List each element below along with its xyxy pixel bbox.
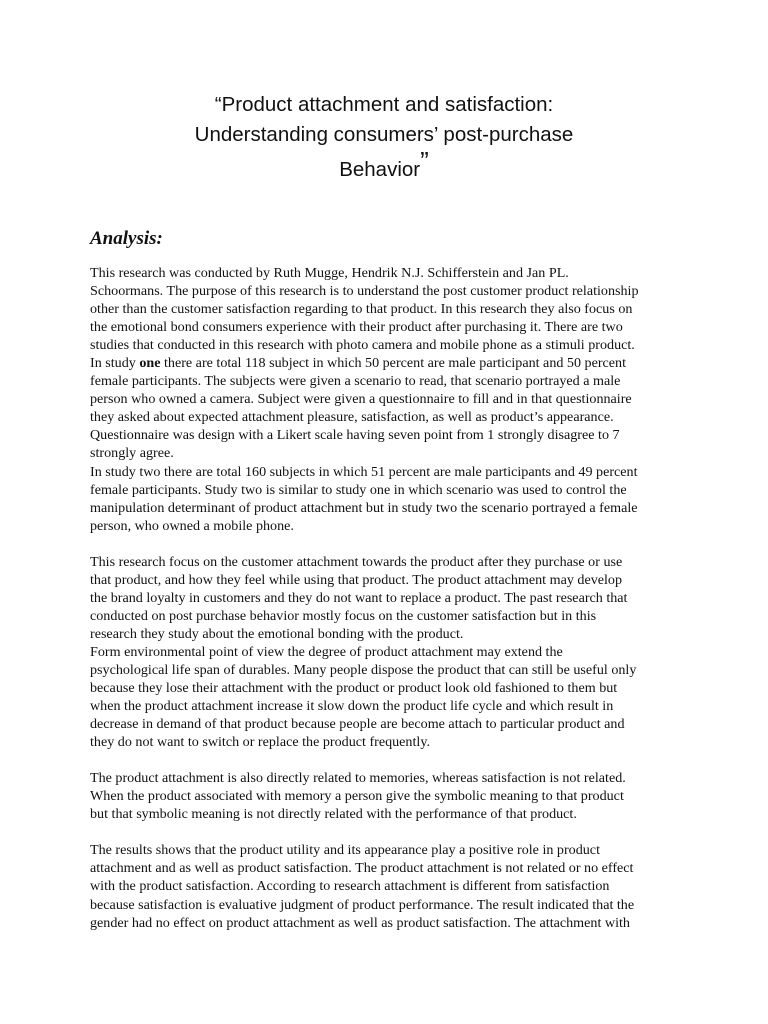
text-line: but that symbolic meaning is not directly related with the performance of that product. [90, 806, 577, 823]
text-line: Form environmental point of view the degree of product attachment may extend the [90, 643, 563, 660]
paragraph-4 [90, 643, 690, 751]
study-one-bold: one [139, 355, 161, 372]
text-line: the brand loyalty in customers and they do not want to replace a product. The past research that [90, 589, 628, 606]
paragraph-spacer [90, 751, 690, 769]
title-line-3 [100, 146, 668, 185]
paragraph-2 [90, 463, 690, 535]
text-line: person, who owned a mobile phone. [90, 517, 294, 534]
text-line: because they lose their attachment with the product or product look old fashioned to them but [90, 680, 618, 697]
text-line: psychological life span of durables. Many people dispose the product that can still be useful only [90, 661, 637, 678]
text-line: because satisfaction is evaluative judgment of product performance. The result indicated that the [90, 896, 635, 913]
text-line: The product attachment is also directly related to memories, whereas satisfaction is not related. [90, 770, 626, 787]
text-line: they asked about expected attachment pleasure, satisfaction, as well as product’s appearance. [90, 409, 614, 426]
text-line: that product, and how they feel while using that product. The product attachment may develop [90, 571, 623, 588]
text-line: manipulation determinant of product attachment but in study two the scenario portrayed a female [90, 499, 638, 516]
text-line: decrease in demand of that product because people are become attach to particular product and [90, 716, 625, 733]
text-line: Schoormans. The purpose of this research is to understand the post customer product relationship [90, 283, 639, 300]
title-line-1: “Product attachment and satisfaction: [214, 93, 554, 116]
text-line: research they study about the emotional bonding with the product. [90, 625, 464, 642]
paragraph-6 [90, 841, 690, 931]
text-line: they do not want to switch or replace the product frequently. [90, 734, 430, 751]
text-line: gender had no effect on product attachment as well as product satisfaction. The attachment with [90, 914, 630, 931]
paragraph-1 [90, 264, 690, 463]
paragraph-3 [90, 553, 690, 643]
title-line-3-text: Behavior [339, 158, 421, 181]
text-line: This research focus on the customer attachment towards the product after they purchase or use [90, 553, 623, 570]
paragraph-spacer [90, 535, 690, 553]
text-line: the emotional bond consumers experience with their product after purchasing it. There are two [90, 319, 623, 336]
title-closing-quote: ” [420, 146, 429, 176]
text-line-study-one [90, 354, 690, 372]
study-text-before: In study [90, 355, 140, 372]
text-line: other than the customer satisfaction regarding to that product. In this research they also focus on [90, 301, 633, 318]
text-line: attachment and as well as product satisfaction. The product attachment is not related or no effect [90, 860, 634, 877]
text-line: strongly agree. [90, 445, 174, 462]
text-line: This research was conducted by Ruth Mugge, Hendrik N.J. Schifferstein and Jan PL. [90, 265, 569, 281]
document-body [90, 264, 690, 932]
paragraph-5 [90, 769, 690, 823]
title-line-2: Understanding consumers’ post-purchase [194, 123, 574, 146]
document-title [100, 90, 668, 185]
text-line: female participants. Study two is similar to study one in which scenario was used to control the [90, 481, 627, 498]
text-line: studies that conducted in this research with photo camera and mobile phone as a stimuli product. [90, 337, 635, 354]
text-line: female participants. The subjects were given a scenario to read, that scenario portrayed a male [90, 373, 621, 390]
text-line: When the product associated with memory a person give the symbolic meaning to that product [90, 788, 624, 805]
paragraph-spacer [90, 823, 690, 841]
text-line: Questionnaire was design with a Likert scale having seven point from 1 strongly disagree to 7 [90, 427, 620, 444]
text-line: with the product satisfaction. According to research attachment is different from satisfaction [90, 878, 610, 895]
text-line: The results shows that the product utility and its appearance play a positive role in product [90, 842, 600, 859]
text-line: conducted on post purchase behavior mostly focus on the customer satisfaction but in this [90, 607, 597, 624]
text-line: In study two there are total 160 subjects in which 51 percent are male participants and 49 percent [90, 463, 638, 480]
study-text-after: there are total 118 subject in which 50 percent are male participant and 50 percent [160, 355, 627, 372]
text-line: person who owned a camera. Subject were given a questionnaire to fill and in that questionnaire [90, 391, 632, 408]
text-line: when the product attachment increase it slow down the product life cycle and which result in [90, 698, 614, 715]
section-heading: Analysis: [90, 228, 163, 249]
